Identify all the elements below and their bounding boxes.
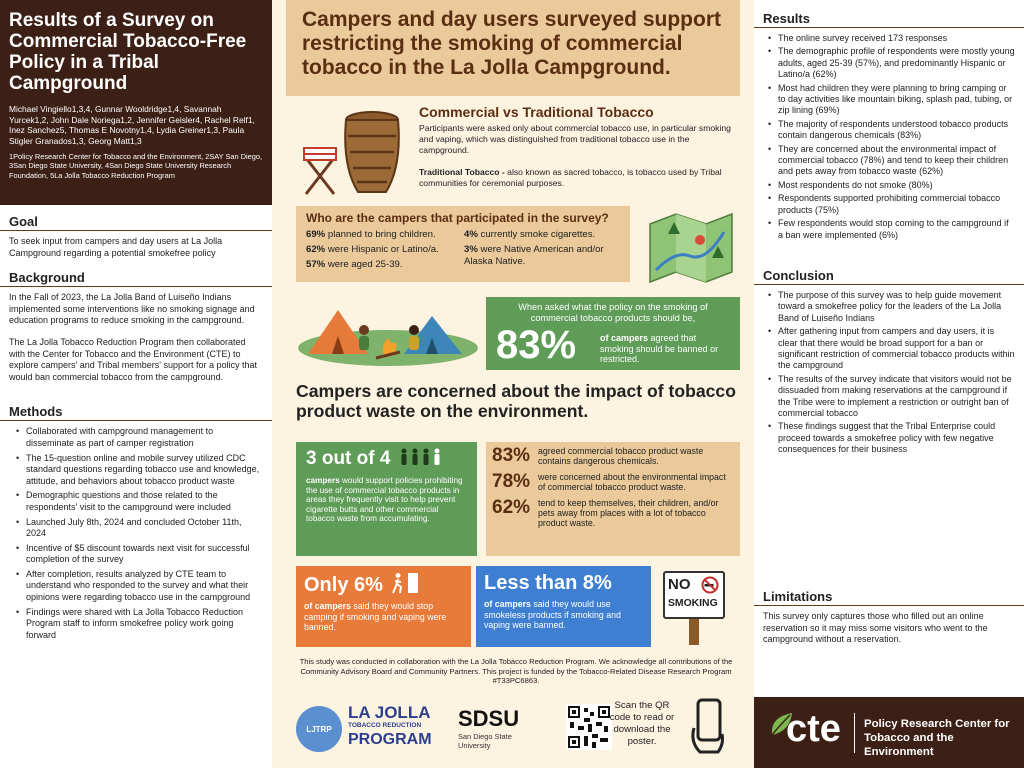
who-item — [464, 244, 634, 271]
policy-83-value: 83% — [496, 323, 577, 367]
caption-bold: of campers — [304, 601, 351, 611]
headline: Campers and day users surveyed support restricting the smoking of commercial tobacco in the La Jolla Campground. — [302, 8, 721, 79]
less-8-box — [476, 566, 651, 647]
list-item: • Few respondents would stop coming to the campground if a ban were implemented (6%) — [762, 218, 1016, 241]
cte-logo-band — [754, 697, 1024, 768]
list-item: • Most respondents do not smoke (80%) — [762, 180, 1016, 191]
who-heading: Who are the campers that participated in the survey? — [306, 211, 609, 225]
methods-heading: Methods — [0, 403, 272, 421]
conclusion-heading: Conclusion — [754, 267, 1024, 285]
sign-post — [689, 619, 699, 645]
who-pct: 4% — [464, 229, 478, 240]
list-item: • The online survey received 173 responses — [762, 33, 1016, 44]
divider — [854, 713, 855, 753]
goal-text: To seek input from campers and day users at La Jolla Campground regarding a potential smokefree policy — [9, 236, 223, 258]
list-item: • Most had children they were planning to bring camping or to day activities like mountain biking, splash pad, tubing, or zip lining (69%) — [762, 83, 1016, 117]
person-leaving-icon — [391, 572, 419, 594]
who-text: were aged 25-39. — [325, 259, 403, 270]
authors: Michael Vingiello1,3,4, Gunnar Wooldridge1,4, Savannah Yurcek1,2, John Dale Noriega1,2, Jennifer Geisler4, Rachel Relf1, Inez Sanchez5, Thomas E Novotny1,4, Lydia Greiner1,3, Paula Stigler Granados1,3, Georg Matt1,3 — [9, 104, 255, 146]
three-of-four-box — [296, 442, 477, 556]
sign-board — [663, 571, 725, 619]
ljtrp-line3: PROGRAM — [348, 730, 432, 748]
stat-value: 62% — [492, 497, 531, 518]
caption-text: said they would stop camping if smoking and vaping were banned. — [304, 601, 447, 632]
background-p1: In the Fall of 2023, the La Jolla Band of Luiseño Indians implemented some interventions like no smoking signage and education programs to reduce smoking in the campground. — [9, 292, 255, 326]
ljtrp-badge-text: LJTRP — [306, 724, 332, 734]
poster-title: Results of a Survey on Commercial Tobacco-Free Policy in a Tribal Campground — [9, 10, 247, 94]
stat-text: were concerned about the environmental impact of commercial tobacco product waste. — [538, 472, 726, 492]
who-item — [464, 229, 634, 241]
stat-value: 83% — [492, 445, 531, 466]
traditional-tobacco-definition — [419, 167, 741, 189]
ljtrp-logo — [296, 704, 446, 760]
ljtrp-badge — [296, 706, 342, 752]
qr-code-icon — [566, 704, 612, 750]
policy-83-box — [486, 297, 740, 370]
ct-paragraph: Participants were asked only about commercial tobacco use, in particular smoking and vaping, which was distinguished from traditional tobacco use in the campground. — [419, 123, 731, 155]
list-item: • After gathering input from campers and day users, it is clear that there would be broad support for a ban or significant restriction of commercial tobacco products within the campground — [762, 326, 1016, 372]
results-list — [754, 33, 1024, 241]
who-item — [306, 259, 464, 271]
caption-bold: of campers — [600, 333, 649, 343]
definition-term: Traditional Tobacco - — [419, 167, 505, 177]
limitations-heading: Limitations — [754, 588, 1024, 606]
ljtrp-line2: TOBACCO REDUCTION — [348, 722, 422, 729]
less-8-text — [484, 599, 643, 631]
caption-bold: of campers — [484, 599, 531, 609]
concern-heading: Campers are concerned about the impact of tobacco product waste on the environment. — [296, 381, 736, 421]
stat-row — [492, 446, 734, 466]
affiliations: 1Policy Research Center for Tobacco and the Environment, 2SAY San Diego, 3San Diego State University, 4San Diego State University Research Foundation, 5La Jolla Tobacco Reduction Program — [9, 152, 263, 180]
caption-text: would support policies prohibiting the use of commercial tobacco products in areas they frequently visit to help prevent cigarette butts and other commercial tobacco waste from accumulating. — [306, 476, 463, 524]
limitations-text: This survey only captures those who filled out an online reservation so it may miss some visitors who went to the campground without a reservation. — [763, 611, 988, 645]
list-item: • The purpose of this survey was to help guide movement toward a smokefree policy for the leaders of the La Jolla Band of Luiseño Indians — [762, 290, 1016, 324]
three-of-four-value: 3 out of 4 — [306, 448, 391, 469]
methods-list — [0, 426, 272, 641]
who-pct: 3% — [464, 244, 478, 255]
policy-question: When asked what the policy on the smoking of commercial tobacco products should be, — [518, 302, 708, 323]
who-box — [296, 206, 630, 282]
list-item: • The demographic profile of respondents were mostly young adults, aged 25-39 (57%), and predominantly Hispanic or Latino/a (62%) — [762, 46, 1016, 80]
camping-illustration — [296, 296, 480, 368]
middle-column — [272, 0, 754, 768]
list-item: • The 15-question online and mobile survey utilized CDC standard questions regarding tobacco use and knowledge, attitude, and behaviors about tobacco product waste — [9, 453, 263, 488]
who-text: were Hispanic or Latino/a. — [325, 244, 439, 255]
who-item — [306, 229, 464, 241]
who-text: currently smoke cigarettes. — [477, 229, 596, 240]
ljtrp-wordmark — [348, 704, 432, 748]
list-item: • They are concerned about the environmental impact of commercial tobacco (78%) and tend to keep their children and pets away from tobacco waste (62%) — [762, 144, 1016, 178]
only-6-value: Only 6% — [304, 574, 383, 596]
list-item: • The majority of respondents understood tobacco products contain dangerous chemicals (83%) — [762, 119, 1016, 142]
list-item: • Findings were shared with La Jolla Tobacco Reduction Program staff to inform smokefree policy work going forward — [9, 607, 263, 642]
ct-heading: Commercial vs Traditional Tobacco — [419, 104, 654, 120]
sdsu-wordmark: SDSU — [458, 706, 520, 731]
sign-smoking: SMOKING — [668, 598, 718, 609]
stat-text: tend to keep themselves, their children, and/or pets away from places with a lot of tobacco product waste. — [538, 498, 719, 528]
left-column — [0, 0, 272, 768]
who-pct: 62% — [306, 244, 326, 255]
who-pct: 69% — [306, 229, 326, 240]
goal-heading: Goal — [0, 213, 272, 231]
cte-logo: cte — [786, 708, 841, 750]
who-pct: 57% — [306, 259, 326, 270]
list-item: • Launched July 8th, 2024 and concluded October 11th, 2024 — [9, 517, 263, 540]
background-heading: Background — [0, 269, 272, 287]
who-stats — [306, 229, 620, 271]
sdsu-logo — [458, 706, 558, 750]
list-item: • Respondents supported prohibiting commercial tobacco products (75%) — [762, 193, 1016, 216]
ljtrp-line1: LA JOLLA — [348, 703, 431, 722]
hand-phone-icon — [688, 698, 728, 754]
definition-text: also known as sacred tobacco, is tobacco used by Tribal communities for ceremonial purposes. — [419, 167, 722, 188]
who-text: were Native American and/or Alaska Native. — [464, 244, 604, 267]
caption-bold: campers — [306, 476, 340, 485]
three-of-four-text — [306, 476, 467, 524]
list-item: • The results of the survey indicate that visitors would not be dissuaded from making reservations at the campground if the Tribe were to implement a restriction or outright ban of commercial tobacco — [762, 374, 1016, 420]
cte-name-line1: Policy Research Center for — [864, 718, 1010, 730]
folding-chair-icon — [304, 148, 336, 194]
waste-stats-box — [486, 442, 740, 556]
no-smoking-icon — [701, 576, 719, 594]
caption-text: said they would use smokeless products if smoking and vaping were banned. — [484, 599, 621, 630]
list-item: • Incentive of $5 discount towards next visit for successful completion of the survey — [9, 543, 263, 566]
stat-value: 78% — [492, 471, 531, 492]
policy-83-caption — [600, 333, 730, 365]
only-6-box — [296, 566, 471, 647]
right-column — [754, 0, 1024, 768]
map-icon — [646, 210, 736, 286]
stat-row — [492, 498, 734, 528]
only-6-text — [304, 601, 463, 633]
who-text: planned to bring children. — [325, 229, 436, 240]
list-item: • These findings suggest that the Tribal Enterprise could proceed towards a smokefree policy with few negative consequences for their business — [762, 421, 1016, 455]
background-p2: The La Jolla Tobacco Reduction Program then collaborated with the Center for Tobacco and the Environment (CTE) to explore campers' and Tribal members' support for a policy that would ban commercial tobacco from the campground. — [9, 336, 258, 382]
sdsu-sub: San Diego State University — [458, 732, 512, 750]
less-8-value: Less than 8% — [484, 572, 612, 594]
cte-name-line2: Tobacco and the Environment — [864, 732, 954, 758]
basket-chair-illustration — [300, 106, 410, 196]
conclusion-list — [754, 290, 1024, 456]
qr-instructions: Scan the QR code to read or download the poster. — [609, 700, 675, 747]
who-item — [306, 244, 464, 256]
logos-row — [286, 700, 746, 760]
caption-text: agreed that smoking should be banned or restricted. — [600, 333, 719, 364]
list-item: • After completion, results analyzed by CTE team to understand who responded to the survey and what their opinions were regarding tobacco use in the campground — [9, 569, 263, 604]
title-block — [0, 0, 272, 205]
list-item: • Demographic questions and those related to the respondents' visit to the campground were included — [9, 490, 263, 513]
results-heading: Results — [754, 10, 1024, 28]
no-smoking-sign — [663, 571, 727, 645]
funding-statement: This study was conducted in collaboration with the La Jolla Tobacco Reduction Program. We acknowledge all contributions of the Community Advisory Board and Community Partners. This project is funded by the Tobacco-Related Disease Research Program #T33PC6863. — [299, 657, 733, 686]
headline-banner — [286, 0, 740, 96]
people-group-icon — [399, 448, 441, 466]
stat-row — [492, 472, 734, 492]
stat-text: agreed commercial tobacco product waste contains dangerous chemicals. — [538, 446, 704, 466]
cte-name — [864, 717, 1024, 759]
sign-no: NO — [668, 576, 691, 593]
list-item: • Collaborated with campground management to disseminate as part of camper registration — [9, 426, 263, 449]
woven-basket-icon — [345, 112, 399, 192]
